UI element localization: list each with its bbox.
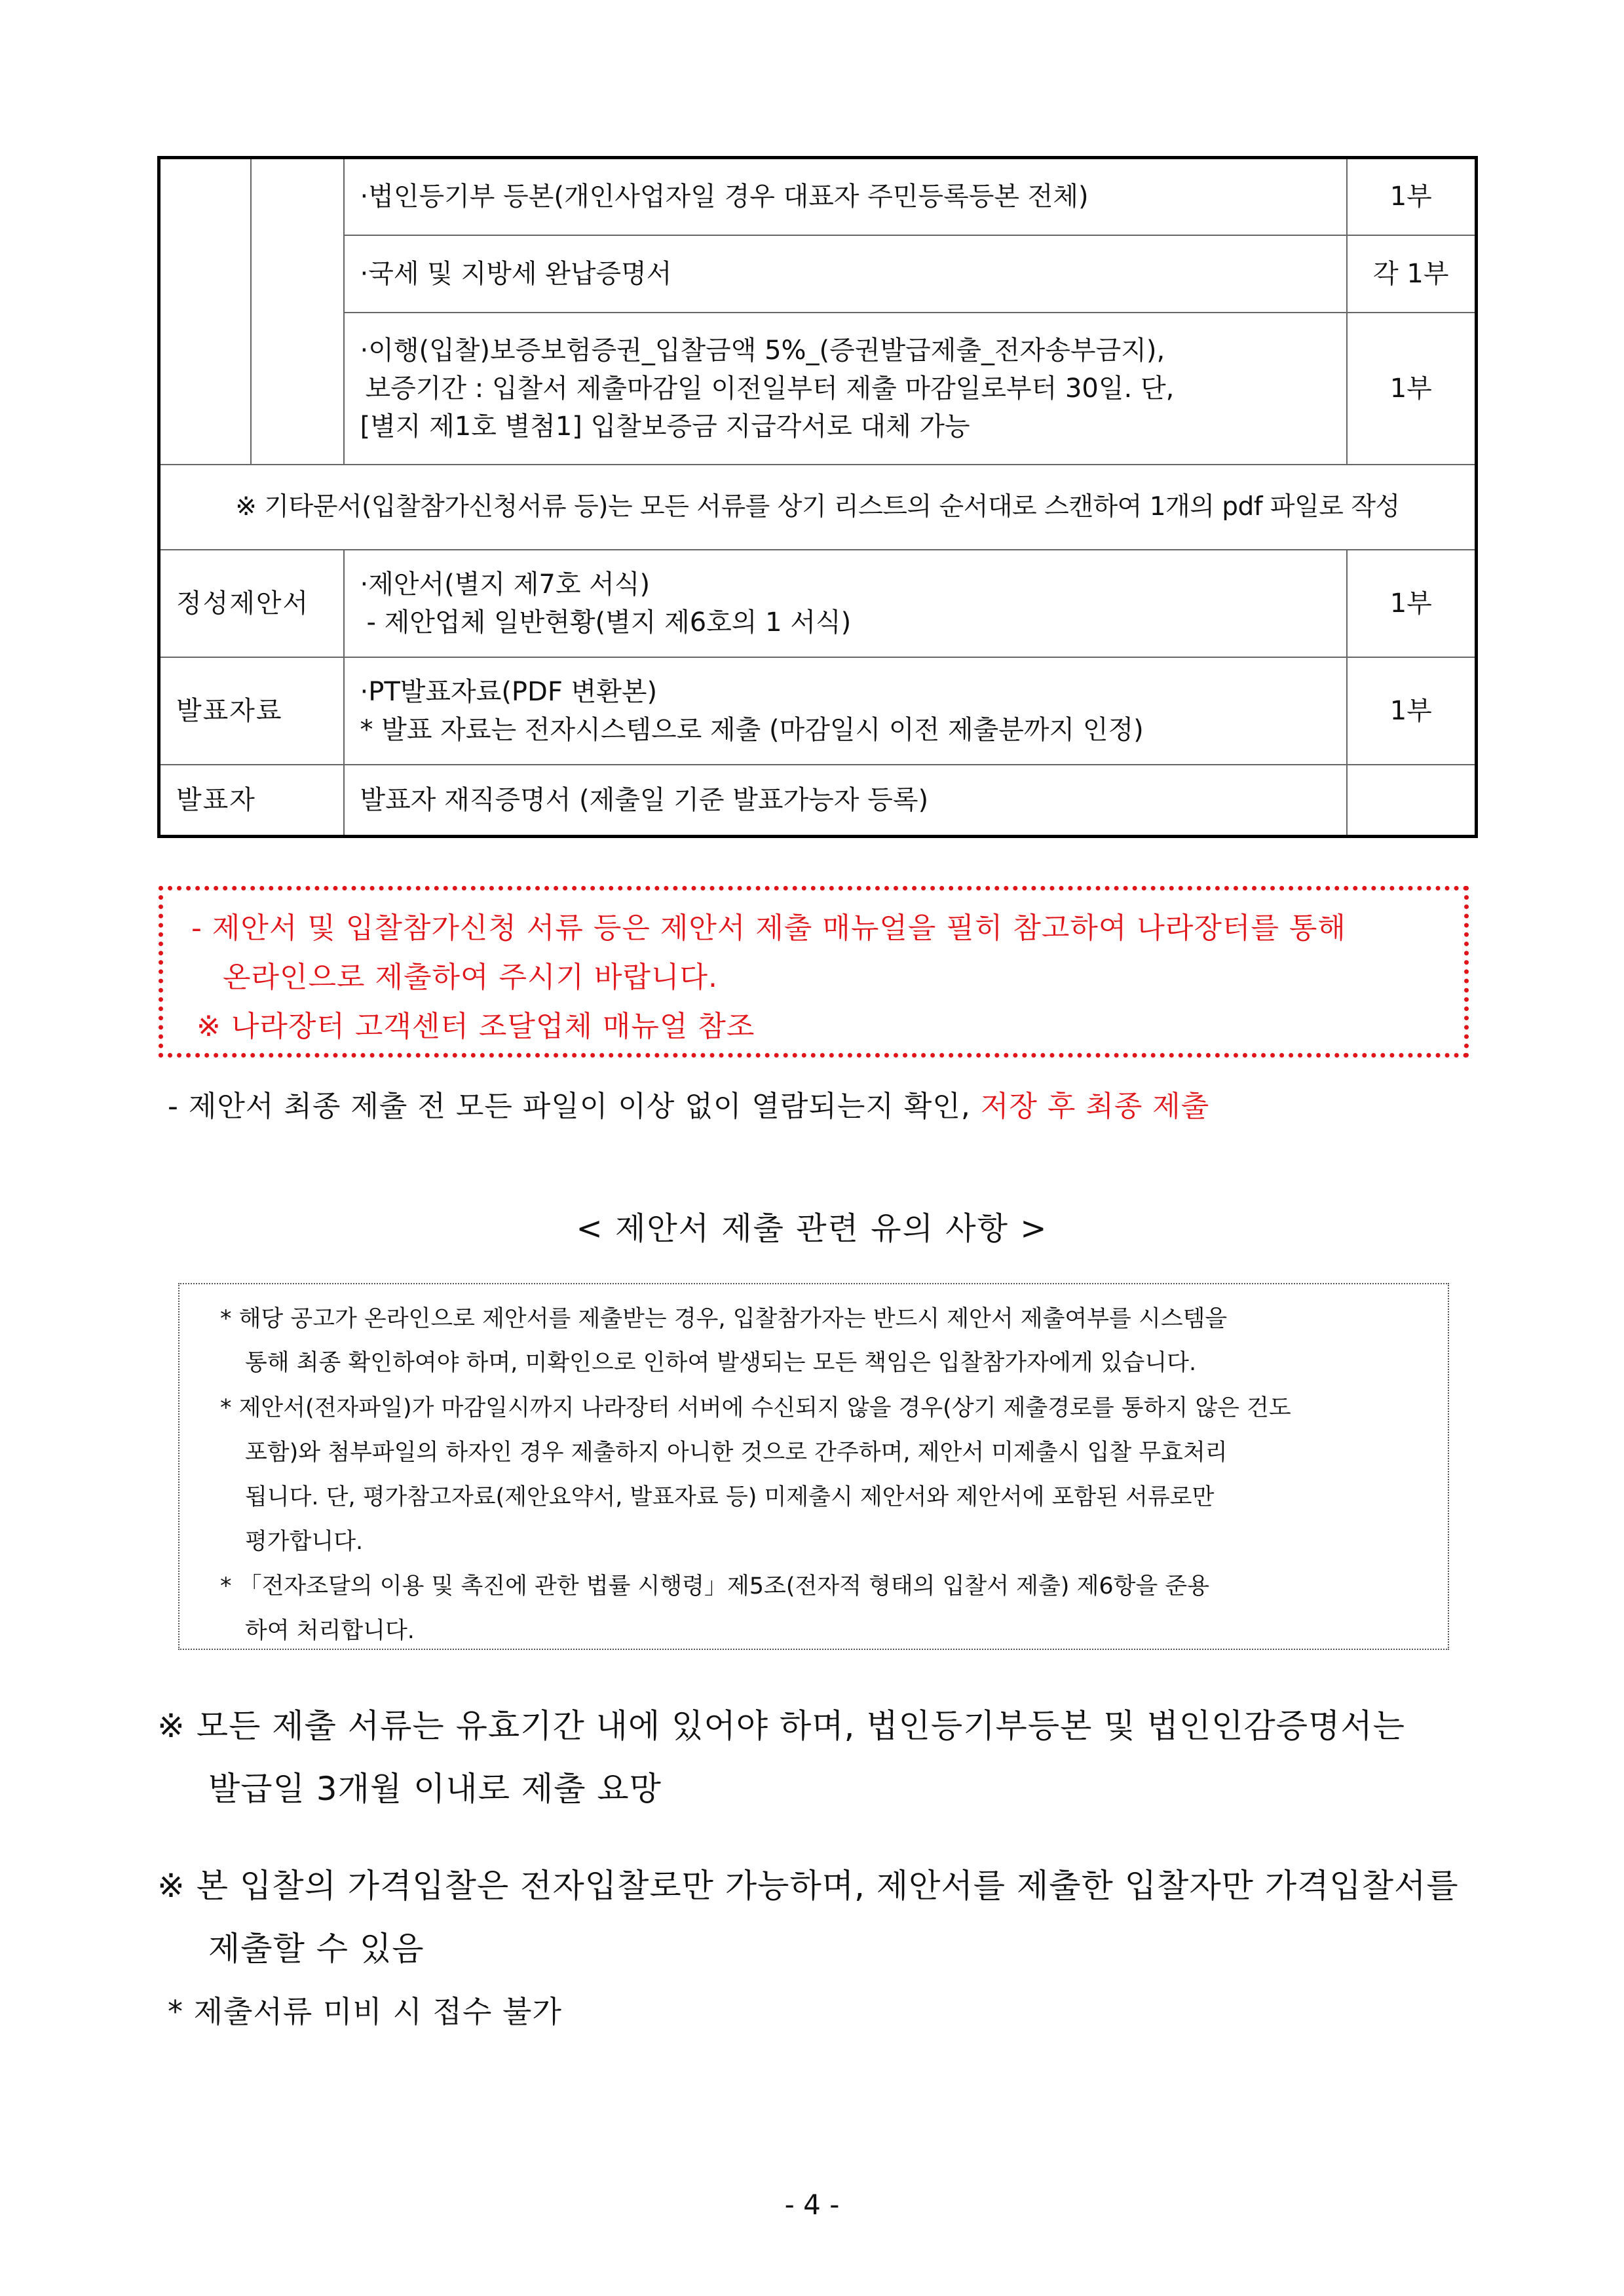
table-cell-document: ·제안서(별지 제7호 서식) - 제안업체 일반현황(별지 제6호의 1 서식) bbox=[344, 550, 1347, 657]
table-cell-document: 발표자 재직증명서 (제출일 기준 발표가능자 등록) bbox=[344, 765, 1347, 837]
table-cell-document: ·PT발표자료(PDF 변환본) * 발표 자료는 전자시스템으로 제출 (마감일시 이전 제출분까지 인정) bbox=[344, 657, 1347, 765]
notice-line: - 제안서 및 입찰참가신청 서류 등은 제안서 제출 매뉴얼을 필히 참고하여 나라장터를 통해 bbox=[191, 911, 1346, 945]
caution-line: * 제안서(전자파일)가 마감일시까지 나라장터 서버에 수신되지 않을 경우(상기 제출경로를 통하지 않은 건도 bbox=[220, 1395, 1291, 1421]
caution-line: 통해 최종 확인하여야 하며, 미확인으로 인하여 발생되는 모든 책임은 입찰참가자에게 있습니다. bbox=[245, 1350, 1197, 1376]
table-cell-quantity bbox=[1347, 765, 1477, 837]
validity-note-cont: 발급일 3개월 이내로 제출 요망 bbox=[208, 1770, 662, 1808]
table-row bbox=[159, 550, 1477, 657]
table-cell-subcategory bbox=[251, 158, 344, 465]
table-cell-quantity: 1부 bbox=[1347, 313, 1477, 465]
table-cell-category: 발표자료 bbox=[159, 657, 344, 765]
table-cell-quantity: 1부 bbox=[1347, 657, 1477, 765]
missing-docs-note: * 제출서류 미비 시 접수 불가 bbox=[168, 1994, 562, 2029]
table-note: ※ 기타문서(입찰참가신청서류 등)는 모든 서류를 상기 리스트의 순서대로 스캔하여 1개의 pdf 파일로 작성 bbox=[159, 465, 1477, 550]
table-row bbox=[159, 657, 1477, 765]
table-cell-category bbox=[159, 158, 251, 465]
notice-line: 온라인으로 제출하여 주시기 바랍니다. bbox=[223, 961, 719, 994]
price-bid-note-cont: 제출할 수 있음 bbox=[208, 1930, 425, 1968]
notice-line: ※ 나라장터 고객센터 조달업체 매뉴얼 참조 bbox=[197, 1010, 755, 1043]
caution-line: 됩니다. 단, 평가참고자료(제안요약서, 발표자료 등) 미제출시 제안서와 제안서에 포함된 서류로만 bbox=[245, 1484, 1215, 1510]
table-cell-category: 발표자 bbox=[159, 765, 344, 837]
caution-line: 평가합니다. bbox=[245, 1529, 364, 1555]
caution-line: * 해당 공고가 온라인으로 제안서를 제출받는 경우, 입찰참가자는 반드시 제안서 제출여부를 시스템을 bbox=[220, 1306, 1228, 1332]
caution-line: 하여 처리합니다. bbox=[245, 1618, 415, 1644]
caution-line: * 「전자조달의 이용 및 촉진에 관한 법률 시행령」제5조(전자적 형태의 입찰서 제출) 제6항을 준용 bbox=[220, 1573, 1210, 1599]
validity-note: ※ 모든 제출 서류는 유효기간 내에 있어야 하며, 법인등기부등본 및 법인인감증명서는 bbox=[157, 1707, 1405, 1745]
final-check-highlight: 저장 후 최종 제출 bbox=[980, 1090, 1210, 1123]
table-cell-document: ·법인등기부 등본(개인사업자일 경우 대표자 주민등록등본 전체) bbox=[344, 158, 1347, 235]
table-row bbox=[159, 765, 1477, 837]
table-cell-quantity: 1부 bbox=[1347, 158, 1477, 235]
table-cell-document: ·이행(입찰)보증보험증권_입찰금액 5%_(증권발급제출_전자송부금지), 보증기간 : 입찰서 제출마감일 이전일부터 제출 마감일로부터 30일. 단, [별지 제1호 별첨1] 입찰보증금 지급각서로 대체 가능 bbox=[344, 313, 1347, 465]
caution-title: < 제안서 제출 관련 유의 사항 > bbox=[576, 1210, 1048, 1247]
document-requirements-table bbox=[157, 156, 1478, 838]
table-row bbox=[159, 158, 1477, 235]
caution-line: 포함)와 첨부파일의 하자인 경우 제출하지 아니한 것으로 간주하며, 제안서 미제출시 입찰 무효처리 bbox=[245, 1440, 1228, 1466]
price-bid-note: ※ 본 입찰의 가격입찰은 전자입찰로만 가능하며, 제안서를 제출한 입찰자만 가격입찰서를 bbox=[157, 1867, 1459, 1905]
table-row bbox=[159, 235, 1477, 313]
table-cell-document: ·국세 및 지방세 완납증명서 bbox=[344, 235, 1347, 313]
table-cell-quantity: 1부 bbox=[1347, 550, 1477, 657]
table-row-note bbox=[159, 465, 1477, 550]
page-number: - 4 - bbox=[784, 2189, 840, 2221]
final-check-note: - 제안서 최종 제출 전 모든 파일이 이상 없이 열람되는지 확인, 저장 후 최종 제출 bbox=[168, 1090, 1210, 1123]
table-row bbox=[159, 313, 1477, 465]
table-cell-category: 정성제안서 bbox=[159, 550, 344, 657]
table-cell-quantity: 각 1부 bbox=[1347, 235, 1477, 313]
